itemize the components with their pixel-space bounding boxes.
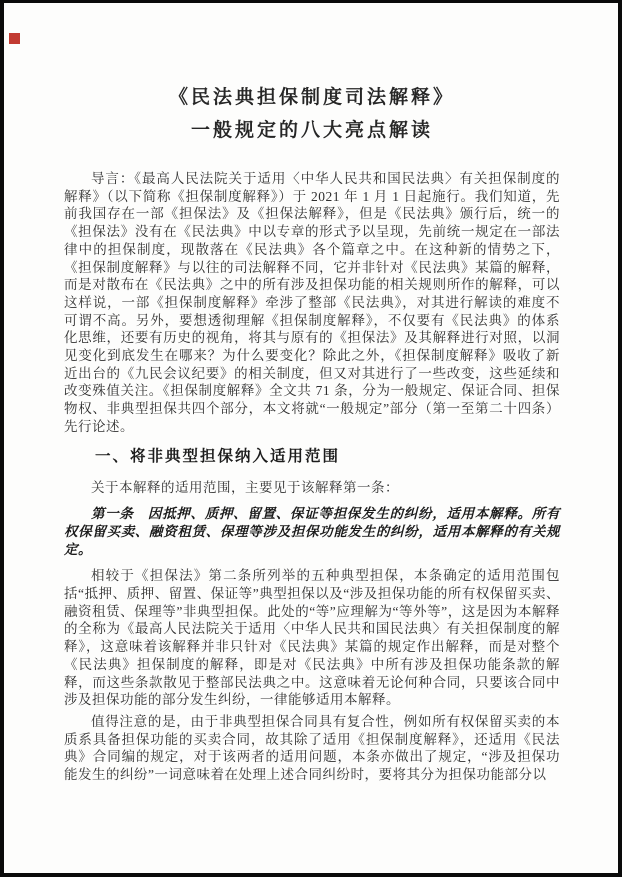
article-one-quote: 第一条 因抵押、质押、留置、保证等担保发生的纠纷，适用本解释。所有权保留买卖、融资租赁、保理等涉及担保功能发生的纠纷，适用本解释的有关规定。 (64, 506, 560, 557)
page-content (4, 3, 618, 873)
title-line-1: 《民法典担保制度司法解释》 (168, 87, 455, 108)
analysis-paragraph-1: 相较于《担保法》第二条所列举的五种典型担保，本条确定的适用范围包括“抵押、质押、留置、保证等”典型担保以及“涉及担保功能的所有权保留买卖、融资租赁、保理等”非典型担保。此处的“等”应理解为“等外等”，这是因为本解释的全称为《最高人民法院关于适用〈中华人民共和国民法典〉有关担保制度的解释》，这意味着该解释并非只针对《民法典》某篇的规定作出解释，而是对整个《民法典》担保制度的解释，即是对《民法典》中所有涉及担保功能条款的解释，而这些条款散见于整部民法典之中。这意味着无论何种合同，只要该合同中涉及担保功能的部分发生纠纷，一律能够适用本解释。 (64, 568, 560, 708)
red-corner-marker (9, 33, 20, 44)
analysis-paragraph-2: 值得注意的是，由于非典型担保合同具有复合性，例如所有权保留买卖的本质系具备担保功能的买卖合同，故其除了适用《担保制度解释》，还适用《民法典》合同编的规定，对于该两者的适用问题，本条亦做出了规定，“涉及担保功能发生的纠纷”一词意味着在处理上述合同纠纷时，要将其分为担保功能部分以 (64, 713, 560, 783)
lead-in-paragraph: 关于本解释的适用范围，主要见于该解释第一条： (91, 479, 399, 495)
document-title (64, 81, 560, 147)
title-line-2: 一般规定的八大亮点解读 (190, 120, 433, 141)
section-heading: 一、将非典型担保纳入适用范围 (95, 447, 341, 465)
intro-paragraph: 导言：《最高人民法院关于适用〈中华人民共和国民法典〉有关担保制度的解释》（以下简称《担保制度解释》）于 2021 年 1 月 1 日起施行。我们知道，先前我国存在一部《担保法》及《担保法解释》，但是《民法典》颁行后，统一的《担保法》没有在《民法典》中以专章的形式予以呈现，先前统一规定在一部法律中的担保制度，现散落在《民法典》各个篇章之中。在这种新的情势之下，《担保制度解释》与以往的司法解释不同，它并非针对《民法典》某篇的解释，而是对散布在《民法典》之中的所有涉及担保功能的相关规则所作的解释，可以这样说，一部《担保制度解释》牵涉了整部《民法典》，对其进行解读的难度不可谓不高。另外，要想透彻理解《担保制度解释》，不仅要有《民法典》的体系化思维，还要有历史的视角，将其与原有的《担保法》及其解释进行对照，以洞见变化到底发生在哪来？为什么要变化？除此之外，《担保制度解释》吸收了新近出台的《九民会议纪要》的相关制度，但又对其进行了一些改变，这些延续和改变殊值关注。《担保制度解释》全文共 71 条，分为一般规定、保证合同、担保物权、非典型担保共四个部分，本文将就“一般规定”部分（第一至第二十四条）先行论述。 (64, 171, 560, 434)
